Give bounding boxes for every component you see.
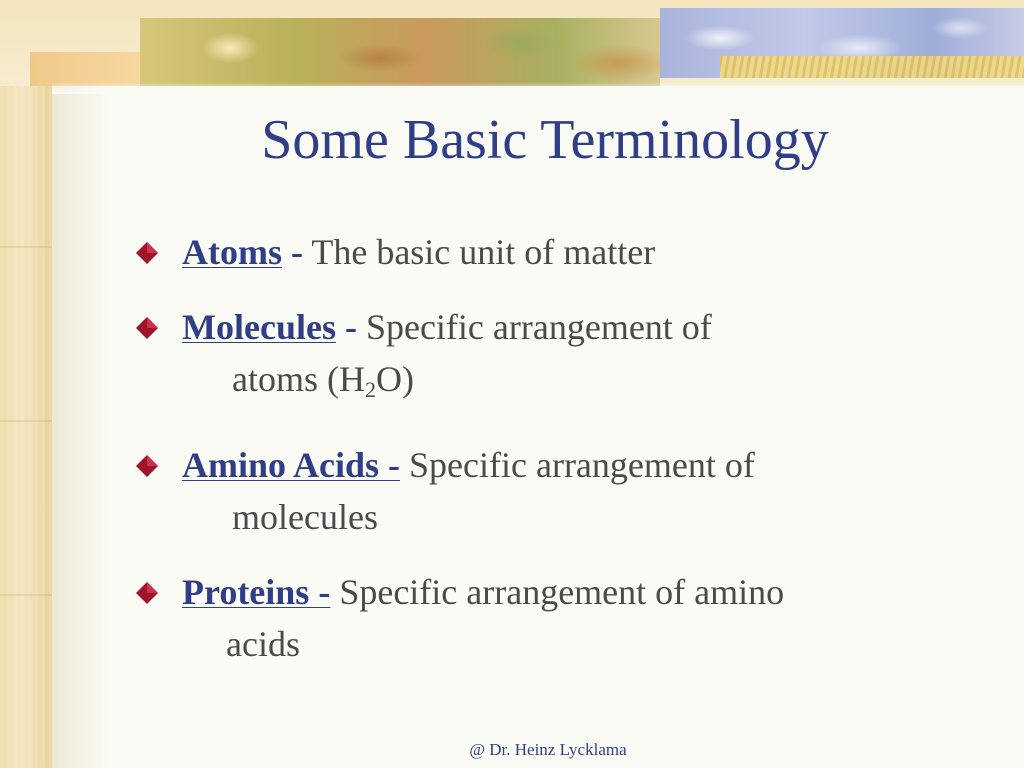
banner-gold-strip xyxy=(720,56,1024,78)
formula-subscript: 2 xyxy=(364,377,376,402)
bullet-item-amino-acids xyxy=(130,439,990,543)
bullet-definition: Specific arrangement of amino xyxy=(339,572,785,612)
banner-fade xyxy=(52,82,1024,94)
bullet-continuation xyxy=(232,353,990,416)
diamond-bullet-icon xyxy=(134,240,160,266)
diamond-bullet-icon xyxy=(134,315,160,341)
top-decorative-banner xyxy=(0,0,1024,86)
bullet-list xyxy=(130,226,990,693)
diamond-bullet-icon xyxy=(134,453,160,479)
banner-left-block xyxy=(30,52,150,86)
bullet-definition: Specific arrangement of xyxy=(409,445,755,485)
formula-suffix: O) xyxy=(375,359,414,399)
bullet-definition: Specific arrangement of xyxy=(365,307,712,347)
bullet-continuation: molecules xyxy=(232,497,378,537)
bullet-definition: The basic unit of matter xyxy=(311,232,656,272)
bullet-term: Atoms xyxy=(182,232,282,272)
slide-footer: @ Dr. Heinz Lycklama xyxy=(469,740,627,759)
bullet-term: Molecules xyxy=(182,307,336,347)
banner-leaves-image xyxy=(140,18,660,86)
bullet-item-proteins xyxy=(130,566,990,670)
left-fade xyxy=(52,86,112,768)
bullet-term: Proteins - xyxy=(182,572,331,612)
slide-title: Some Basic Terminology xyxy=(261,109,829,171)
bullet-term: Amino Acids - xyxy=(182,445,401,485)
bullet-separator: - xyxy=(290,232,303,272)
bullet-item-molecules xyxy=(130,301,990,416)
left-parchment-strip xyxy=(0,0,52,768)
bullet-separator: - xyxy=(344,307,357,347)
bullet-item-atoms xyxy=(130,226,990,278)
diamond-bullet-icon xyxy=(134,580,160,606)
bullet-continuation: acids xyxy=(226,624,300,664)
formula-prefix: atoms (H xyxy=(232,359,365,399)
